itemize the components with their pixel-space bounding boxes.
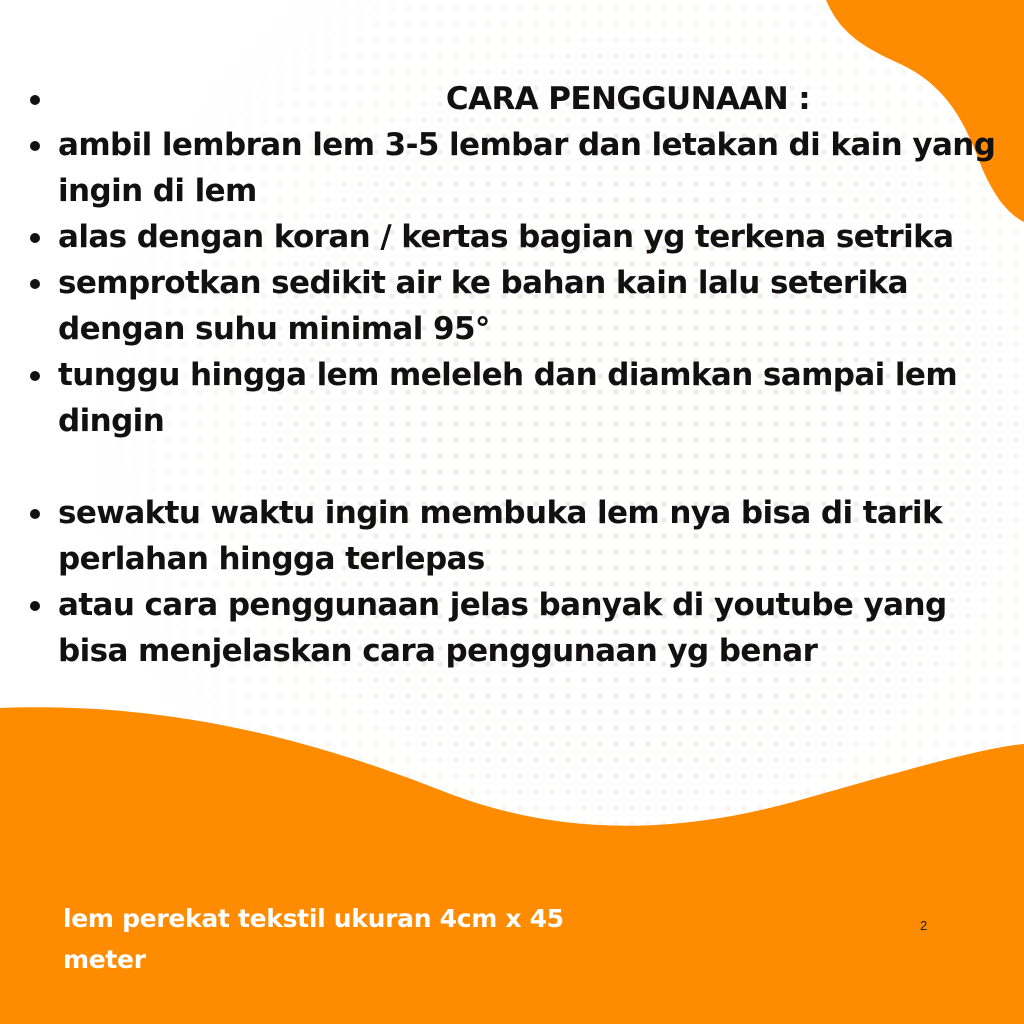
instructions-list — [26, 76, 1018, 444]
list-item: ambil lembran lem 3-5 lembar dan letakan di kain yang ingin di lem — [26, 122, 1018, 214]
spacer — [26, 444, 1018, 490]
list-item: semprotkan sedikit air ke bahan kain lalu seterika dengan suhu minimal 95° — [26, 260, 1018, 352]
list-item: atau cara penggunaan jelas banyak di youtube yang bisa menjelaskan cara penggunaan yg benar — [26, 582, 1018, 674]
page-title: CARA PENGGUNAAN : — [445, 81, 811, 117]
instructions-section — [26, 76, 1018, 674]
list-item: sewaktu waktu ingin membuka lem nya bisa di tarik perlahan hingga terlepas — [26, 490, 1018, 582]
instructions-list-continued — [26, 490, 1018, 674]
list-item: alas dengan koran / kertas bagian yg terkena setrika — [26, 214, 1018, 260]
list-item: tunggu hingga lem meleleh dan diamkan sampai lem dingin — [26, 352, 1018, 444]
product-caption: lem perekat tekstil ukuran 4cm x 45 meter — [63, 904, 564, 974]
list-item-heading — [26, 76, 1018, 122]
page-number: 2 — [920, 918, 928, 933]
